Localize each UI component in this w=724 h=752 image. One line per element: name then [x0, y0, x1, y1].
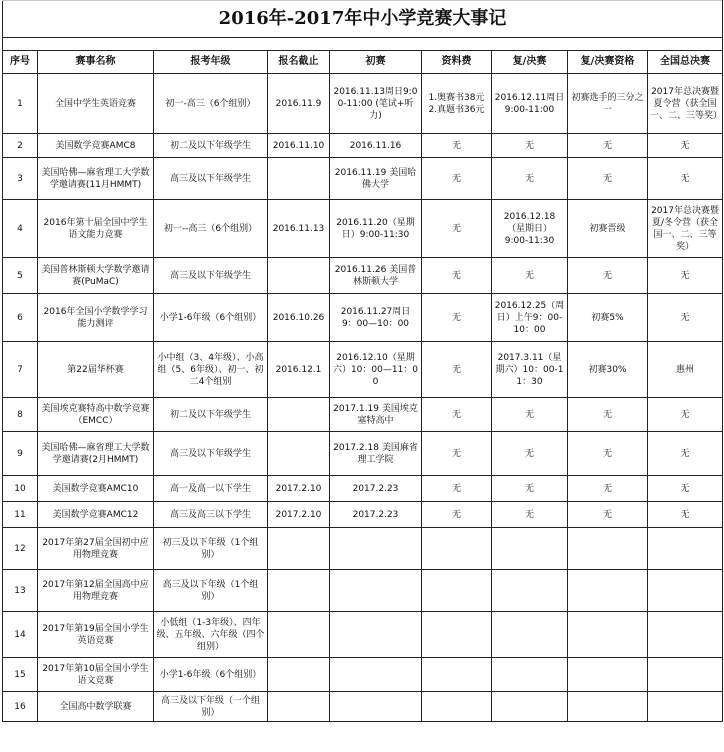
cell-prelim: 2016.12.10（星期六）10：00—11：00: [330, 342, 422, 398]
cell-final: [492, 570, 568, 612]
cell-name: 全国高中数学联赛: [38, 692, 154, 722]
cell-national: 无: [648, 258, 723, 294]
cell-fee: [422, 612, 492, 658]
cell-qual: 无: [568, 258, 648, 294]
cell-national: 无: [648, 294, 723, 342]
cell-deadline: [268, 570, 330, 612]
cell-no: 1: [3, 74, 38, 134]
cell-name: 第22届华杯赛: [38, 342, 154, 398]
cell-fee: [422, 528, 492, 570]
cell-national: 无: [648, 432, 723, 476]
cell-deadline: [268, 692, 330, 722]
cell-qual: [568, 570, 648, 612]
cell-qual: [568, 528, 648, 570]
spacer-row: [3, 38, 723, 51]
cell-qual: [568, 692, 648, 722]
cell-grade: 小低组（1-3年级）、四年级、五年级、六年级（四个组别）: [154, 612, 268, 658]
cell-final: [492, 692, 568, 722]
header-row: [3, 51, 723, 74]
cell-fee: 无: [422, 158, 492, 200]
table-row: [3, 398, 723, 432]
header-cell: 全国总决赛: [648, 51, 723, 74]
cell-fee: 无: [422, 200, 492, 258]
table-row: [3, 342, 723, 398]
header-cell: 资料费: [422, 51, 492, 74]
cell-name: 2017年第12届全国高中应用物理竞赛: [38, 570, 154, 612]
cell-name: 美国哈佛—麻省理工大学数学邀请赛(2月HMMT): [38, 432, 154, 476]
cell-prelim: 2017.2.18 美国麻省理工学院: [330, 432, 422, 476]
cell-prelim: 2017.2.23: [330, 476, 422, 502]
cell-deadline: 2016.11.10: [268, 134, 330, 158]
cell-qual: [568, 658, 648, 692]
cell-no: 6: [3, 294, 38, 342]
table-row: [3, 658, 723, 692]
cell-deadline: [268, 612, 330, 658]
cell-grade: 初三及以下年级（1个组别）: [154, 528, 268, 570]
spreadsheet: [2, 0, 722, 752]
cell-fee: [422, 658, 492, 692]
cell-name: 2017年第10届全国小学生语文竞赛: [38, 658, 154, 692]
table-row: [3, 692, 723, 722]
cell-deadline: [268, 398, 330, 432]
cell-final: 无: [492, 502, 568, 528]
cell-no: 7: [3, 342, 38, 398]
cell-final: 2016.12.18 （星期日） 9:00-11:30: [492, 200, 568, 258]
cell-final: 无: [492, 158, 568, 200]
header-cell: 复/决赛资格: [568, 51, 648, 74]
cell-qual: 无: [568, 502, 648, 528]
cell-qual: 无: [568, 476, 648, 502]
cell-prelim: 2016.11.13周日9:00-11:00 (笔试+听力): [330, 74, 422, 134]
table-row: [3, 74, 723, 134]
cell-qual: 无: [568, 158, 648, 200]
cell-deadline: [268, 432, 330, 476]
cell-name: 美国数学竞赛AMC12: [38, 502, 154, 528]
cell-fee: 无: [422, 502, 492, 528]
cell-grade: 高三及以下年级（1个组别）: [154, 570, 268, 612]
cell-deadline: [268, 528, 330, 570]
cell-no: 9: [3, 432, 38, 476]
cell-grade: 初一--高三（6个组别）: [154, 200, 268, 258]
cell-name: 2016年第十届全国中学生语文能力竞赛: [38, 200, 154, 258]
cell-national: 无: [648, 158, 723, 200]
cell-final: [492, 528, 568, 570]
cell-prelim: 2017.2.23: [330, 502, 422, 528]
cell-prelim: 2016.11.27周日 9：00—10：00: [330, 294, 422, 342]
cell-national: 无: [648, 134, 723, 158]
cell-prelim: [330, 692, 422, 722]
cell-national: [648, 692, 723, 722]
cell-name: 2017年第27届全国初中应用物理竞赛: [38, 528, 154, 570]
table-row: [3, 612, 723, 658]
cell-deadline: 2016.10.26: [268, 294, 330, 342]
cell-grade: 初二及以下年级学生: [154, 134, 268, 158]
cell-grade: 高三及以下年级学生: [154, 432, 268, 476]
cell-no: 15: [3, 658, 38, 692]
cell-qual: 无: [568, 398, 648, 432]
cell-no: 5: [3, 258, 38, 294]
cell-qual: 初赛晋级: [568, 200, 648, 258]
events-table: [2, 0, 723, 722]
cell-name: 美国哈佛—麻省理工大学数学邀请赛(11月HMMT): [38, 158, 154, 200]
cell-national: [648, 528, 723, 570]
cell-national: [648, 658, 723, 692]
cell-prelim: 2016.11.20（星期日）9:00-11:30: [330, 200, 422, 258]
cell-grade: 初二及以下年级学生: [154, 398, 268, 432]
cell-prelim: [330, 570, 422, 612]
cell-deadline: [268, 158, 330, 200]
cell-grade: 高一及高一以下学生: [154, 476, 268, 502]
header-cell: 报名截止: [268, 51, 330, 74]
cell-final: 无: [492, 398, 568, 432]
cell-final: [492, 612, 568, 658]
cell-name: 美国埃克赛特高中数学竞赛（EMCC）: [38, 398, 154, 432]
cell-deadline: 2016.12.1: [268, 342, 330, 398]
page-title: 2016年-2017年中小学竞赛大事记: [3, 1, 723, 38]
cell-name: 全国中学生英语竞赛: [38, 74, 154, 134]
cell-deadline: 2016.11.9: [268, 74, 330, 134]
cell-prelim: [330, 528, 422, 570]
cell-fee: 无: [422, 398, 492, 432]
cell-final: 2017.3.11（星期六）10：00-11：30: [492, 342, 568, 398]
cell-prelim: [330, 658, 422, 692]
cell-grade: 小中组（3、4年级）、小高组（5、6年级）、初一、初二4个组别: [154, 342, 268, 398]
cell-prelim: 2016.11.16: [330, 134, 422, 158]
cell-fee: 无: [422, 342, 492, 398]
cell-grade: 高三及高三以下学生: [154, 502, 268, 528]
cell-name: 2016年全国小学数学学习能力测评: [38, 294, 154, 342]
cell-deadline: 2017.2.10: [268, 502, 330, 528]
header-cell: 赛事名称: [38, 51, 154, 74]
cell-grade: 小学1-6年级（6个组别）: [154, 294, 268, 342]
cell-prelim: 2016.11.26 美国普林斯顿大学: [330, 258, 422, 294]
cell-no: 3: [3, 158, 38, 200]
cell-national: 无: [648, 476, 723, 502]
table-row: [3, 158, 723, 200]
cell-fee: [422, 692, 492, 722]
cell-qual: [568, 612, 648, 658]
cell-no: 14: [3, 612, 38, 658]
table-row: [3, 294, 723, 342]
cell-final: 无: [492, 432, 568, 476]
table-row: [3, 476, 723, 502]
cell-fee: [422, 570, 492, 612]
cell-national: 惠州: [648, 342, 723, 398]
cell-final: 2016.12.11周日 9:00-11:00: [492, 74, 568, 134]
cell-grade: 初一-高三（6个组别）: [154, 74, 268, 134]
table-row: [3, 258, 723, 294]
cell-prelim: 2017.1.19 美国埃克塞特高中: [330, 398, 422, 432]
cell-qual: 初赛30%: [568, 342, 648, 398]
cell-no: 13: [3, 570, 38, 612]
cell-fee: 无: [422, 476, 492, 502]
cell-prelim: 2016.11.19 美国哈佛大学: [330, 158, 422, 200]
table-row: [3, 134, 723, 158]
cell-no: 11: [3, 502, 38, 528]
cell-national: [648, 612, 723, 658]
cell-deadline: [268, 258, 330, 294]
cell-national: 无: [648, 398, 723, 432]
cell-national: 无: [648, 502, 723, 528]
cell-grade: 小学1-6年级（6个组别）: [154, 658, 268, 692]
cell-grade: 高三及以下年级（一个组别）: [154, 692, 268, 722]
cell-grade: 高三及以下年级学生: [154, 158, 268, 200]
table-row: [3, 432, 723, 476]
cell-national: 2017年总决赛暨夏令营（获全国一、二、三等奖）: [648, 74, 723, 134]
cell-name: 美国数学竞赛AMC8: [38, 134, 154, 158]
cell-qual: 无: [568, 134, 648, 158]
cell-deadline: [268, 658, 330, 692]
cell-final: 无: [492, 476, 568, 502]
cell-no: 16: [3, 692, 38, 722]
cell-fee: 无: [422, 294, 492, 342]
cell-no: 4: [3, 200, 38, 258]
cell-fee: 无: [422, 258, 492, 294]
cell-no: 10: [3, 476, 38, 502]
table-row: [3, 502, 723, 528]
header-cell: 复/决赛: [492, 51, 568, 74]
cell-prelim: [330, 612, 422, 658]
cell-grade: 高三及以下年级学生: [154, 258, 268, 294]
table-row: [3, 528, 723, 570]
table-row: [3, 570, 723, 612]
table-row: [3, 200, 723, 258]
title-row: [3, 1, 723, 38]
cell-deadline: 2016.11.13: [268, 200, 330, 258]
cell-no: 12: [3, 528, 38, 570]
cell-fee: 无: [422, 432, 492, 476]
spacer-cell: [3, 38, 723, 51]
cell-fee: 无: [422, 134, 492, 158]
cell-deadline: 2017.2.10: [268, 476, 330, 502]
cell-final: 无: [492, 134, 568, 158]
cell-no: 2: [3, 134, 38, 158]
cell-final: 无: [492, 258, 568, 294]
header-cell: 初赛: [330, 51, 422, 74]
cell-final: 2016.12.25（周日）上午9：00-10：00: [492, 294, 568, 342]
cell-national: 2017年总决赛暨夏/冬令营（获全国一、二、三等奖）: [648, 200, 723, 258]
cell-name: 美国数学竞赛AMC10: [38, 476, 154, 502]
cell-no: 8: [3, 398, 38, 432]
cell-fee: 1.奥赛书38元 2.真题书36元: [422, 74, 492, 134]
cell-final: [492, 658, 568, 692]
header-cell: 序号: [3, 51, 38, 74]
cell-name: 美国普林斯顿大学数学邀请赛(PuMaC): [38, 258, 154, 294]
cell-qual: 初赛5%: [568, 294, 648, 342]
cell-qual: 初赛选手的三分之一: [568, 74, 648, 134]
cell-name: 2017年第19届全国小学生英语竞赛: [38, 612, 154, 658]
header-cell: 报考年级: [154, 51, 268, 74]
cell-qual: 无: [568, 432, 648, 476]
cell-national: [648, 570, 723, 612]
